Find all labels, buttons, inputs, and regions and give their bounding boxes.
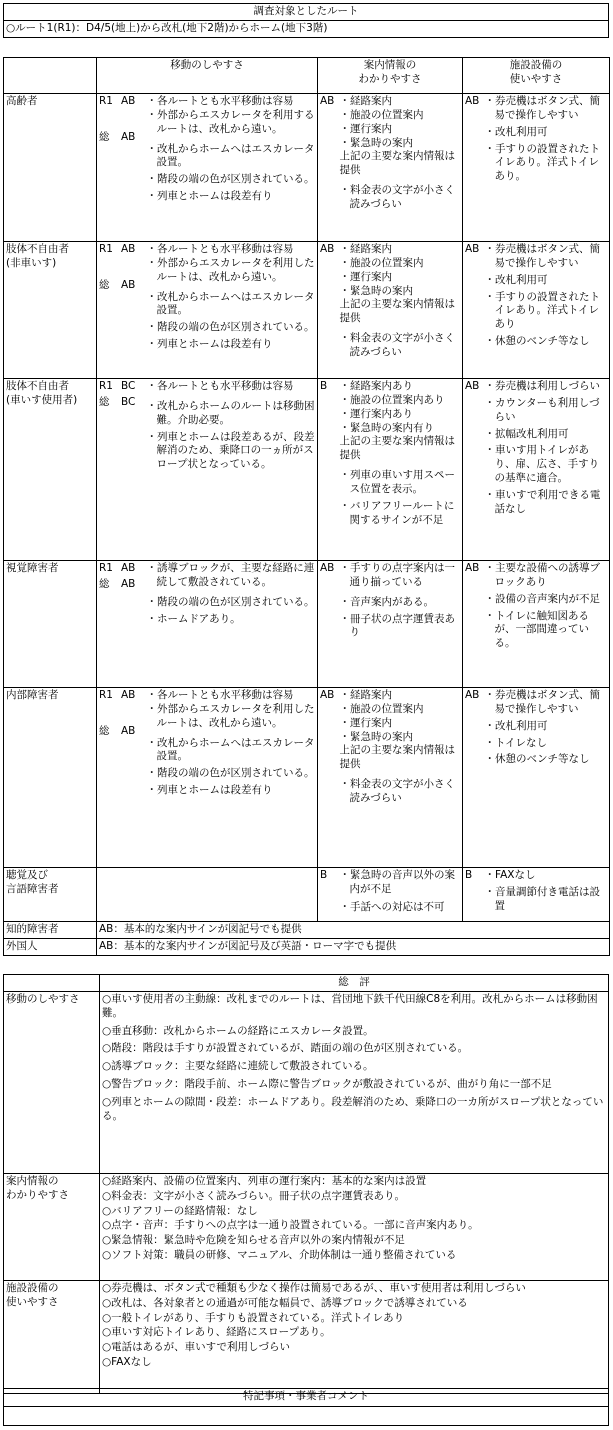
facility-cell	[483, 868, 610, 922]
mobility-item: ・各ルートとも水平移動は容易	[146, 380, 294, 392]
facility-cell	[483, 94, 610, 242]
category-line: 言語障害者	[6, 882, 59, 895]
mobility-item: ・階段の端の色が区別されている。	[146, 767, 315, 780]
mobility-item: ・階段の端の色が区別されている。	[146, 595, 315, 608]
grade-value: AB	[121, 577, 136, 590]
mobility-cell	[145, 242, 318, 379]
mobility-item: ・列車とホームは段差有り	[146, 784, 273, 797]
header-facility: 施設設備の 使いやすさ	[463, 58, 610, 94]
grade-entry	[99, 243, 143, 257]
info-item: ・緊急時の案内	[339, 730, 413, 743]
mobility-item: ・改札からホームへはエスカレータ設置。	[146, 736, 315, 763]
summary-items	[100, 991, 609, 1173]
grade-entry	[99, 396, 143, 410]
summary-label	[4, 1173, 100, 1280]
table-row	[4, 379, 610, 561]
mobility-item: ・改札からホームのルートは移動困難。介助必要。	[146, 399, 315, 426]
summary-item: ○階段：階段は手すりが設置されているが、踏面の端の色が区別されている。	[102, 1042, 469, 1055]
summary-items	[100, 1280, 609, 1393]
info-item: ・経路案内	[339, 689, 392, 701]
mobility-cell	[145, 379, 318, 561]
mobility-item: ・各ルートとも水平移動は容易	[146, 689, 294, 701]
grade-label: R1	[99, 243, 113, 255]
category-line: 高齢者	[6, 95, 38, 107]
category-line: 内部障害者	[6, 689, 59, 701]
facility-item: ・カウンターも利用しづらい	[484, 396, 600, 423]
survey-title: 調査対象としたルート	[4, 4, 609, 21]
info-grade: AB	[318, 688, 338, 868]
facility-item: ・券売機はボタン式、簡易で操作しやすい	[484, 243, 600, 269]
info-item: ・運行案内	[339, 270, 392, 283]
info-item: ・手話への対応は不可	[339, 900, 445, 913]
facility-grade: B	[463, 868, 483, 922]
grade-label: 総	[99, 395, 110, 408]
row-grades	[97, 379, 145, 561]
facility-item: ・手すりの設置されたトイレあり。洋式トイレあり。	[484, 142, 600, 183]
grade-entry	[99, 578, 143, 592]
mobility-item: ・列車とホームは段差あるが、段差解消のため、乗降口の一ヵ所がスロープ状となっている。	[146, 430, 315, 471]
row-grades	[97, 242, 145, 379]
grade-label: 総	[99, 130, 110, 143]
table-row	[4, 922, 610, 939]
facility-item: ・主要な設備への誘導ブロックあり	[484, 562, 600, 588]
facility-item: ・トイレなし	[484, 736, 547, 749]
info-grade: AB	[318, 242, 338, 379]
grade-entry	[99, 95, 143, 109]
notes-header: 特記事項・事業者コメント	[4, 1389, 609, 1407]
grade-value: BC	[121, 395, 136, 408]
table-row	[4, 94, 610, 242]
info-item: ・運行案内	[339, 122, 392, 135]
summary-item: ○列車とホームの隙間・段差：ホームドアあり。段差解消のため、乗降口の一カ所がスロープ状となっている。	[102, 1096, 604, 1122]
category-line: 視覚障害者	[6, 562, 59, 574]
grade-value: AB	[121, 689, 136, 701]
summary-label-line: 案内情報の	[6, 1174, 59, 1187]
mobility-item: ・外部からエスカレータを利用するルートは、改札から遠い。	[146, 108, 315, 135]
row-category	[4, 94, 97, 242]
row-text: AB：基本的な案内サインが図記号でも提供	[97, 922, 610, 939]
facility-item: ・券売機は利用しづらい	[484, 380, 600, 392]
grade-value: AB	[121, 95, 136, 107]
info-item: ・緊急時の案内	[339, 136, 413, 149]
facility-item: ・休憩のベンチ等なし	[484, 753, 590, 766]
summary-item: ○点字・音声：手すりへの点字は一通り設置されている。一部に音声案内あり。	[102, 1219, 479, 1232]
facility-item: ・トイレに触知図あるが、一部間違っている。	[484, 609, 589, 650]
summary-item: ○誘導ブロック：主要な経路に連続して敷設されている。	[102, 1060, 374, 1073]
facility-cell	[483, 242, 610, 379]
facility-cell	[483, 561, 610, 688]
grade-entry	[99, 380, 143, 394]
facility-item: ・拡幅改札利用可	[484, 427, 569, 440]
mobility-item: ・各ルートとも水平移動は容易	[146, 95, 294, 107]
facility-item: ・券売機はボタン式、簡易で操作しやすい	[484, 95, 600, 121]
summary-row	[4, 1173, 609, 1280]
info-item: ・緊急時の案内有り	[339, 421, 434, 434]
grade-label: 総	[99, 577, 110, 590]
info-item: ・音声案内がある。	[339, 595, 434, 608]
info-item: ・バリアフリールートに関するサインが不足	[339, 499, 455, 526]
summary-item: ○垂直移動：改札からホームの経路にエスカレータ設置。	[102, 1024, 374, 1037]
summary-header: 総 評	[100, 975, 609, 992]
category-line: 聴覚及び	[6, 869, 48, 881]
info-note: 上記の主要な案内情報は提供	[339, 744, 455, 771]
info-item: ・経路案内	[339, 95, 392, 107]
mobility-item: ・階段の端の色が区別されている。	[146, 321, 315, 334]
grade-entry	[99, 562, 143, 576]
info-item: ・料金表の文字が小さく読みづらい	[339, 332, 455, 359]
table-row	[4, 561, 610, 688]
grade-label: R1	[99, 562, 113, 574]
grade-value: AB	[121, 562, 136, 574]
summary-header-blank	[4, 975, 100, 992]
header-mobility: 移動のしやすさ	[97, 58, 318, 94]
summary-item: ○緊急情報：緊急時や危険を知らせる音声以外の案内情報が不足	[102, 1234, 405, 1247]
summary-label-line: わかりやすさ	[6, 1188, 69, 1201]
facility-item: ・改札利用可	[484, 273, 548, 286]
facility-item: ・車いす用トイレがあり、扉、広さ、手すりの基準に適合。	[484, 444, 600, 485]
mobility-cell	[145, 561, 318, 688]
mobility-item: ・外部からエスカレータを利用したルートは、改札から遠い。	[146, 256, 315, 283]
summary-label	[4, 1280, 100, 1393]
grade-entry	[99, 689, 143, 703]
mobility-item: ・各ルートとも水平移動は容易	[146, 243, 294, 255]
info-item: ・料金表の文字が小さく読みづらい	[339, 184, 455, 211]
mobility-item: ・ホームドアあり。	[146, 612, 241, 625]
info-cell	[338, 379, 463, 561]
category-line: (非車いす)	[6, 256, 57, 269]
table-row	[4, 868, 610, 922]
evaluation-table	[3, 57, 610, 956]
summary-row	[4, 1280, 609, 1393]
info-grade: B	[318, 379, 338, 561]
info-item: ・施設の位置案内あり	[339, 393, 445, 406]
grade-label: R1	[99, 689, 113, 701]
table-row	[4, 938, 610, 955]
mobility-cell	[97, 868, 318, 922]
facility-item: ・手すりの設置されたトイレあり。洋式トイレあり	[484, 290, 600, 331]
info-cell	[338, 242, 463, 379]
grade-label: R1	[99, 380, 113, 392]
info-item: ・冊子状の点字運賃表あり	[339, 612, 455, 639]
row-category	[4, 688, 97, 868]
summary-item: ○ソフト対策：職員の研修、マニュアル、介助体制は一通り整備されている	[102, 1249, 457, 1262]
info-note: 上記の主要な案内情報は提供	[339, 435, 455, 462]
row-text: AB：基本的な案内サインが図記号及び英語・ローマ字でも提供	[97, 938, 610, 955]
grade-entry	[99, 279, 143, 293]
summary-item: ○バリアフリーの経路情報：なし	[102, 1204, 258, 1217]
grade-value: AB	[121, 724, 136, 737]
mobility-item: ・列車とホームは段差有り	[146, 338, 273, 351]
info-item: ・施設の位置案内	[339, 702, 424, 715]
info-cell	[338, 868, 463, 922]
facility-item: ・設備の音声案内が不足	[484, 592, 600, 605]
summary-label	[4, 991, 100, 1173]
info-item: ・列車の車いす用スペース位置を表示。	[339, 469, 455, 496]
info-item: ・手すりの点字案内は一通り揃っている	[339, 562, 455, 588]
facility-item: ・FAXなし	[484, 869, 536, 881]
facility-grade: AB	[463, 688, 483, 868]
summary-label-line: 移動のしやすさ	[6, 992, 80, 1005]
facility-grade: AB	[463, 561, 483, 688]
mobility-item: ・改札からホームへはエスカレータ設置。	[146, 142, 315, 169]
category-line: (車いす使用者)	[6, 393, 78, 406]
mobility-item: ・外部からエスカレータを利用したルートは、改札から遠い。	[146, 702, 315, 729]
summary-row	[4, 991, 609, 1173]
grade-label: R1	[99, 95, 113, 107]
info-note: 上記の主要な案内情報は提供	[339, 298, 455, 325]
summary-items	[100, 1173, 609, 1280]
row-category	[4, 868, 97, 922]
facility-cell	[483, 379, 610, 561]
info-cell	[338, 688, 463, 868]
mobility-item: ・改札からホームへはエスカレータ設置。	[146, 290, 315, 317]
notes-table	[3, 1388, 609, 1426]
mobility-cell	[145, 688, 318, 868]
facility-item: ・音量調節付き電話は設置	[484, 885, 600, 912]
table-row	[4, 242, 610, 379]
mobility-item: ・列車とホームは段差有り	[146, 190, 273, 203]
row-grades	[97, 561, 145, 688]
summary-item: ○一般トイレがあり、手すりも設置されている。洋式トイレあり	[102, 1311, 405, 1324]
summary-item: ○経路案内、設備の位置案内、列車の運行案内：基本的な案内は設置	[102, 1174, 427, 1187]
grade-value: AB	[121, 243, 136, 255]
info-item: ・施設の位置案内	[339, 108, 424, 121]
mobility-item: ・誘導ブロックが、主要な経路に連続して敷設されている。	[146, 562, 315, 588]
header-info: 案内情報の わかりやすさ	[318, 58, 463, 94]
info-item: ・経路案内	[339, 243, 392, 255]
info-cell	[338, 94, 463, 242]
info-grade: B	[318, 868, 338, 922]
grade-value: AB	[121, 278, 136, 291]
facility-item: ・券売機はボタン式、簡易で操作しやすい	[484, 689, 600, 715]
summary-item: ○警告ブロック：階段手前、ホーム際に警告ブロックが敷設されているが、曲がり角に一部不足	[102, 1078, 552, 1091]
facility-cell	[483, 688, 610, 868]
mobility-cell	[145, 94, 318, 242]
facility-item: ・改札利用可	[484, 719, 548, 732]
facility-grade: AB	[463, 94, 483, 242]
summary-label-line: 使いやすさ	[6, 1295, 59, 1308]
notes-body	[4, 1407, 609, 1426]
info-cell	[338, 561, 463, 688]
row-category: 外国人	[4, 938, 97, 955]
survey-route: ○ルート1(R1)：D4/5(地上)から改札(地下2階)からホーム(地下3階)	[4, 21, 609, 38]
mobility-item: ・階段の端の色が区別されている。	[146, 173, 315, 186]
row-grades	[97, 94, 145, 242]
facility-item: ・改札利用可	[484, 125, 548, 138]
info-item: ・施設の位置案内	[339, 256, 424, 269]
info-item: ・運行案内あり	[339, 407, 413, 420]
summary-item: ○車いす使用者の主動線：改札までのルートは、営団地下鉄千代田線C8を利用。改札からホームは移動困難。	[102, 992, 598, 1019]
summary-item: ○電話はあるが、車いすで利用しづらい	[102, 1341, 290, 1354]
info-grade: AB	[318, 94, 338, 242]
info-item: ・緊急時の案内	[339, 284, 413, 297]
grade-entry	[99, 725, 143, 739]
header-blank	[4, 58, 97, 94]
grade-entry	[99, 131, 143, 145]
row-category	[4, 242, 97, 379]
grade-value: AB	[121, 130, 136, 143]
row-category	[4, 379, 97, 561]
table-row	[4, 688, 610, 868]
summary-item: ○改札は、各対象者との通過が可能な幅員で、誘導ブロックで誘導されている	[102, 1296, 468, 1309]
info-grade: AB	[318, 561, 338, 688]
info-item: ・運行案内	[339, 716, 392, 729]
summary-item: ○券売機は、ボタン式で種類も少なく操作は簡易であるが、、車いす使用者は利用しづらい	[102, 1281, 526, 1294]
summary-item: ○FAXなし	[102, 1356, 152, 1369]
info-note: 上記の主要な案内情報は提供	[339, 150, 455, 177]
category-line: 肢体不自由者	[6, 243, 69, 255]
row-grades	[97, 688, 145, 868]
grade-label: 総	[99, 724, 110, 737]
grade-label: 総	[99, 278, 110, 291]
info-item: ・料金表の文字が小さく読みづらい	[339, 778, 455, 805]
survey-route-table	[3, 3, 609, 38]
facility-grade: AB	[463, 379, 483, 561]
summary-item: ○料金表：文字が小さく読みづらい。冊子状の点字運賃表あり。	[102, 1189, 405, 1202]
summary-item: ○車いす対応トイレあり、経路にスロープあり。	[102, 1326, 331, 1339]
grade-value: BC	[121, 380, 136, 392]
summary-table	[3, 974, 609, 1394]
row-category	[4, 561, 97, 688]
row-category: 知的障害者	[4, 922, 97, 939]
info-item: ・経路案内あり	[339, 380, 413, 392]
summary-label-line: 施設設備の	[6, 1281, 59, 1294]
facility-item: ・車いすで利用できる電話なし	[484, 489, 601, 515]
facility-item: ・休憩のベンチ等なし	[484, 335, 590, 348]
facility-grade: AB	[463, 242, 483, 379]
category-line: 肢体不自由者	[6, 380, 69, 392]
info-item: ・緊急時の音声以外の案内が不足	[339, 869, 455, 895]
